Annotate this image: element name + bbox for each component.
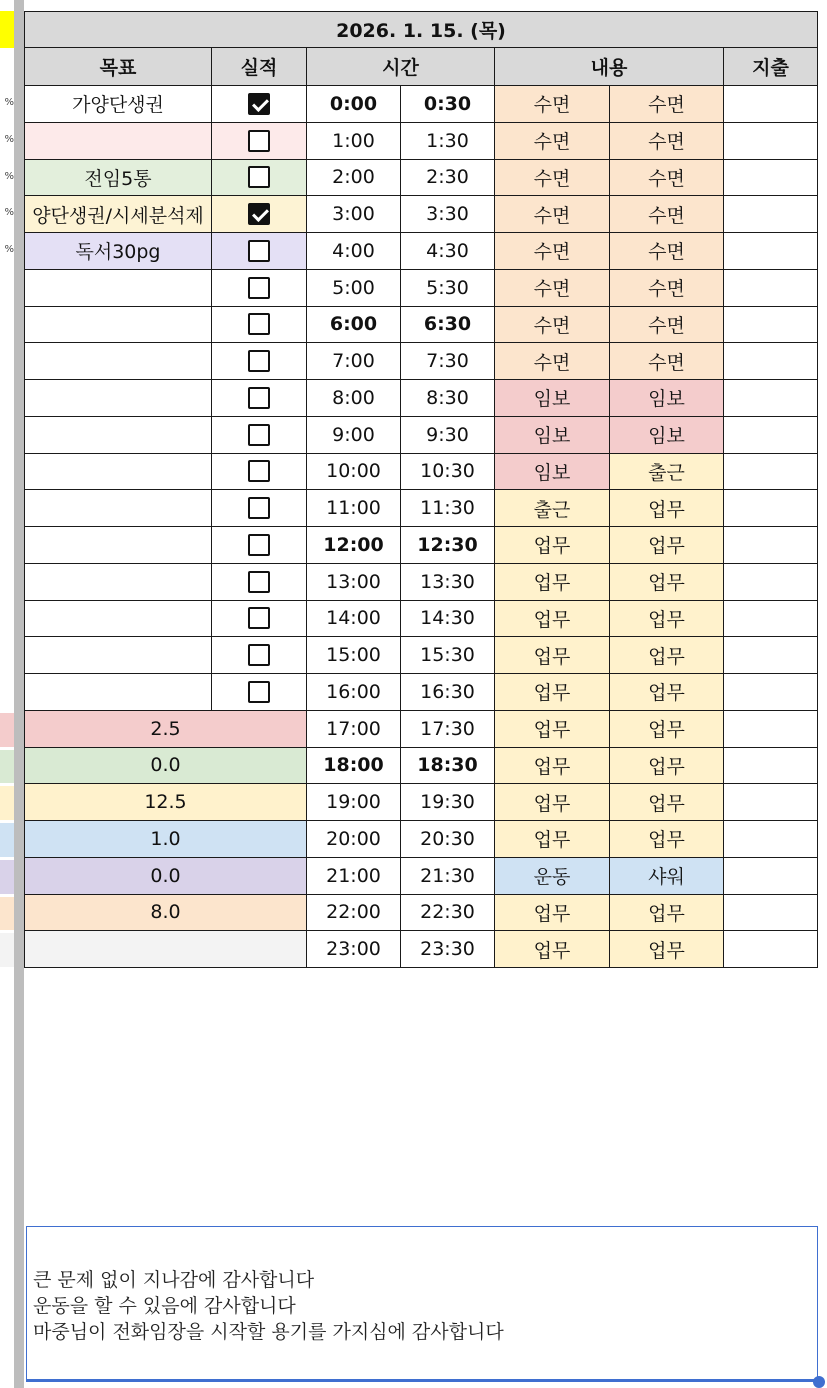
expense-cell[interactable] (724, 784, 818, 821)
time-start-cell[interactable]: 8:00 (307, 380, 401, 417)
expense-cell[interactable] (724, 490, 818, 527)
activity-cell[interactable]: 수면 (495, 86, 610, 123)
freeze-pane-divider[interactable] (14, 0, 24, 1388)
left-column-cell[interactable] (0, 713, 14, 747)
time-start-cell[interactable]: 6:00 (307, 307, 401, 344)
checkbox[interactable] (248, 313, 270, 335)
activity-cell[interactable]: 업무 (610, 748, 724, 785)
time-half-cell[interactable]: 16:30 (401, 674, 495, 711)
time-half-cell[interactable]: 2:30 (401, 160, 495, 197)
goal-cell[interactable] (24, 380, 212, 417)
activity-cell[interactable]: 업무 (610, 564, 724, 601)
time-start-cell[interactable]: 20:00 (307, 821, 401, 858)
activity-cell[interactable]: 업무 (610, 784, 724, 821)
time-half-cell[interactable]: 5:30 (401, 270, 495, 307)
activity-cell[interactable]: 수면 (610, 196, 724, 233)
time-half-cell[interactable]: 20:30 (401, 821, 495, 858)
activity-cell[interactable]: 업무 (495, 748, 610, 785)
left-column-cell[interactable]: % (4, 207, 14, 219)
activity-cell[interactable]: 수면 (610, 233, 724, 270)
activity-cell[interactable]: 업무 (610, 711, 724, 748)
activity-cell[interactable]: 업무 (495, 895, 610, 932)
activity-cell[interactable]: 임보 (610, 380, 724, 417)
left-column-cell[interactable]: % (4, 133, 14, 145)
activity-cell[interactable]: 수면 (610, 270, 724, 307)
time-start-cell[interactable]: 3:00 (307, 196, 401, 233)
time-half-cell[interactable]: 18:30 (401, 748, 495, 785)
activity-cell[interactable]: 업무 (610, 601, 724, 638)
left-column-cell[interactable]: % (4, 170, 14, 182)
goal-cell[interactable] (24, 307, 212, 344)
expense-cell[interactable] (724, 196, 818, 233)
done-cell[interactable] (212, 343, 307, 380)
activity-cell[interactable]: 업무 (495, 564, 610, 601)
activity-cell[interactable]: 수면 (495, 233, 610, 270)
activity-cell[interactable]: 업무 (610, 674, 724, 711)
goal-cell[interactable] (24, 417, 212, 454)
checkbox[interactable] (248, 644, 270, 666)
activity-cell[interactable]: 운동 (495, 858, 610, 895)
memo-line: 마중님이 전화임장을 시작할 용기를 가지심에 감사합니다 (33, 1321, 504, 1343)
daily-schedule-grid (24, 0, 827, 1388)
activity-cell[interactable]: 업무 (495, 821, 610, 858)
expense-cell[interactable] (724, 858, 818, 895)
done-cell[interactable] (212, 601, 307, 638)
activity-cell[interactable]: 업무 (495, 674, 610, 711)
goal-cell[interactable] (24, 674, 212, 711)
time-start-cell[interactable]: 23:00 (307, 931, 401, 968)
expense-cell[interactable] (724, 417, 818, 454)
checkbox[interactable] (248, 130, 270, 152)
activity-cell[interactable]: 업무 (495, 637, 610, 674)
expense-cell[interactable] (724, 380, 818, 417)
activity-cell[interactable]: 수면 (610, 307, 724, 344)
done-cell[interactable] (212, 637, 307, 674)
summary-cell[interactable]: 2.5 (24, 711, 307, 748)
time-half-cell[interactable]: 0:30 (401, 86, 495, 123)
goal-cell[interactable] (24, 564, 212, 601)
summary-cell[interactable]: 1.0 (24, 821, 307, 858)
left-column-cell[interactable] (0, 897, 14, 931)
time-start-cell[interactable]: 14:00 (307, 601, 401, 638)
summary-cell[interactable]: 0.0 (24, 748, 307, 785)
goal-cell[interactable] (24, 490, 212, 527)
checkbox[interactable] (248, 681, 270, 703)
time-start-cell[interactable]: 5:00 (307, 270, 401, 307)
goal-cell[interactable]: 가양단생권 (24, 86, 212, 123)
time-half-cell[interactable]: 8:30 (401, 380, 495, 417)
activity-cell[interactable]: 임보 (495, 380, 610, 417)
time-half-cell[interactable]: 15:30 (401, 637, 495, 674)
summary-cell[interactable]: 0.0 (24, 858, 307, 895)
done-header[interactable]: 실적 (212, 48, 307, 86)
time-half-cell[interactable]: 3:30 (401, 196, 495, 233)
checkbox[interactable] (248, 534, 270, 556)
goal-cell[interactable] (24, 123, 212, 160)
goal-cell[interactable]: 전임5통 (24, 160, 212, 197)
expense-header[interactable]: 지출 (724, 48, 818, 86)
time-start-cell[interactable]: 12:00 (307, 527, 401, 564)
activity-cell[interactable]: 수면 (495, 307, 610, 344)
summary-cell[interactable]: 12.5 (24, 784, 307, 821)
time-half-cell[interactable]: 7:30 (401, 343, 495, 380)
left-column-cell[interactable] (0, 750, 14, 784)
left-column-cell[interactable]: % (4, 97, 14, 108)
time-half-cell[interactable]: 6:30 (401, 307, 495, 344)
time-half-cell[interactable]: 13:30 (401, 564, 495, 601)
expense-cell[interactable] (724, 564, 818, 601)
done-cell[interactable] (212, 307, 307, 344)
activity-cell[interactable]: 수면 (495, 270, 610, 307)
time-start-cell[interactable]: 19:00 (307, 784, 401, 821)
time-start-cell[interactable]: 18:00 (307, 748, 401, 785)
activity-cell[interactable]: 수면 (610, 123, 724, 160)
done-cell[interactable] (212, 196, 307, 233)
checkbox[interactable] (248, 277, 270, 299)
memo-line: 운동을 할 수 있음에 감사합니다 (33, 1295, 296, 1317)
activity-cell[interactable]: 수면 (610, 86, 724, 123)
time-half-cell[interactable]: 19:30 (401, 784, 495, 821)
time-start-cell[interactable]: 16:00 (307, 674, 401, 711)
goal-cell[interactable]: 양단생권/시세분석제 (24, 196, 212, 233)
done-cell[interactable] (212, 380, 307, 417)
checkbox[interactable] (248, 460, 270, 482)
activity-cell[interactable]: 업무 (610, 821, 724, 858)
expense-cell[interactable] (724, 931, 818, 968)
time-start-cell[interactable]: 11:00 (307, 490, 401, 527)
checkbox[interactable] (248, 607, 270, 629)
time-half-cell[interactable]: 11:30 (401, 490, 495, 527)
checkbox[interactable] (248, 387, 270, 409)
done-cell[interactable] (212, 160, 307, 197)
activity-cell[interactable]: 수면 (495, 196, 610, 233)
expense-cell[interactable] (724, 711, 818, 748)
left-column-cell[interactable] (0, 823, 14, 857)
activity-cell[interactable]: 출근 (495, 490, 610, 527)
goal-cell[interactable] (24, 527, 212, 564)
expense-cell[interactable] (724, 601, 818, 638)
activity-cell[interactable]: 업무 (610, 895, 724, 932)
left-column-cell[interactable] (0, 933, 14, 967)
done-cell[interactable] (212, 564, 307, 601)
goal-cell[interactable] (24, 270, 212, 307)
time-half-cell[interactable]: 4:30 (401, 233, 495, 270)
time-start-cell[interactable]: 13:00 (307, 564, 401, 601)
goal-cell[interactable] (24, 637, 212, 674)
time-header[interactable]: 시간 (307, 48, 495, 86)
activity-cell[interactable]: 업무 (495, 711, 610, 748)
activity-cell[interactable]: 수면 (495, 123, 610, 160)
done-cell[interactable] (212, 123, 307, 160)
done-cell[interactable] (212, 490, 307, 527)
left-column-cell[interactable] (0, 11, 14, 48)
activity-cell[interactable]: 업무 (495, 527, 610, 564)
activity-cell[interactable]: 샤워 (610, 858, 724, 895)
done-cell[interactable] (212, 270, 307, 307)
activity-cell[interactable]: 수면 (495, 160, 610, 197)
time-half-cell[interactable]: 12:30 (401, 527, 495, 564)
expense-cell[interactable] (724, 233, 818, 270)
memo-line: 큰 문제 없이 지나감에 감사합니다 (33, 1269, 315, 1291)
activity-cell[interactable]: 수면 (495, 343, 610, 380)
summary-cell[interactable]: 8.0 (24, 895, 307, 932)
left-column-cell[interactable] (0, 786, 14, 820)
content-header[interactable]: 내용 (495, 48, 724, 86)
expense-cell[interactable] (724, 454, 818, 491)
activity-cell[interactable]: 업무 (495, 931, 610, 968)
time-start-cell[interactable]: 4:00 (307, 233, 401, 270)
date-header[interactable]: 2026. 1. 15. (목) (24, 11, 818, 48)
goal-cell[interactable] (24, 454, 212, 491)
left-column-cell[interactable] (0, 860, 14, 894)
expense-cell[interactable] (724, 160, 818, 197)
checkbox[interactable] (248, 424, 270, 446)
expense-cell[interactable] (724, 895, 818, 932)
checkbox[interactable] (248, 240, 270, 262)
checkbox[interactable] (248, 93, 270, 115)
time-half-cell[interactable]: 10:30 (401, 454, 495, 491)
done-cell[interactable] (212, 233, 307, 270)
expense-cell[interactable] (724, 748, 818, 785)
goal-cell[interactable] (24, 601, 212, 638)
goal-header[interactable]: 목표 (24, 48, 212, 86)
time-half-cell[interactable]: 9:30 (401, 417, 495, 454)
checkbox[interactable] (248, 166, 270, 188)
activity-cell[interactable]: 임보 (610, 417, 724, 454)
time-start-cell[interactable]: 7:00 (307, 343, 401, 380)
summary-cell[interactable] (24, 931, 307, 968)
time-start-cell[interactable]: 1:00 (307, 123, 401, 160)
done-cell[interactable] (212, 86, 307, 123)
time-start-cell[interactable]: 9:00 (307, 417, 401, 454)
activity-cell[interactable]: 임보 (495, 454, 610, 491)
activity-cell[interactable]: 업무 (610, 490, 724, 527)
activity-cell[interactable]: 업무 (495, 601, 610, 638)
checkbox[interactable] (248, 350, 270, 372)
checkbox[interactable] (248, 203, 270, 225)
expense-cell[interactable] (724, 307, 818, 344)
time-half-cell[interactable]: 17:30 (401, 711, 495, 748)
time-half-cell[interactable]: 23:30 (401, 931, 495, 968)
expense-cell[interactable] (724, 343, 818, 380)
time-half-cell[interactable]: 1:30 (401, 123, 495, 160)
activity-cell[interactable]: 수면 (610, 160, 724, 197)
time-start-cell[interactable]: 0:00 (307, 86, 401, 123)
done-cell[interactable] (212, 527, 307, 564)
left-column-strip (0, 0, 14, 1388)
goal-cell[interactable]: 독서30pg (24, 233, 212, 270)
expense-cell[interactable] (724, 821, 818, 858)
left-column-cell[interactable] (0, 48, 14, 85)
left-column-cell[interactable]: % (4, 244, 14, 255)
time-start-cell[interactable]: 22:00 (307, 895, 401, 932)
expense-cell[interactable] (724, 674, 818, 711)
goal-cell[interactable] (24, 343, 212, 380)
checkbox[interactable] (248, 497, 270, 519)
time-start-cell[interactable]: 10:00 (307, 454, 401, 491)
time-start-cell[interactable]: 15:00 (307, 637, 401, 674)
activity-cell[interactable]: 업무 (495, 784, 610, 821)
expense-cell[interactable] (724, 123, 818, 160)
gratitude-memo[interactable] (26, 1226, 818, 1382)
resize-handle[interactable] (813, 1376, 825, 1388)
done-cell[interactable] (212, 454, 307, 491)
expense-cell[interactable] (724, 527, 818, 564)
activity-cell[interactable]: 업무 (610, 931, 724, 968)
time-half-cell[interactable]: 21:30 (401, 858, 495, 895)
activity-cell[interactable]: 업무 (610, 527, 724, 564)
done-cell[interactable] (212, 674, 307, 711)
expense-cell[interactable] (724, 270, 818, 307)
expense-cell[interactable] (724, 637, 818, 674)
activity-cell[interactable]: 업무 (610, 637, 724, 674)
activity-cell[interactable]: 수면 (610, 343, 724, 380)
time-start-cell[interactable]: 2:00 (307, 160, 401, 197)
time-half-cell[interactable]: 14:30 (401, 601, 495, 638)
activity-cell[interactable]: 출근 (610, 454, 724, 491)
activity-cell[interactable]: 임보 (495, 417, 610, 454)
time-start-cell[interactable]: 17:00 (307, 711, 401, 748)
time-half-cell[interactable]: 22:30 (401, 895, 495, 932)
expense-cell[interactable] (724, 86, 818, 123)
checkbox[interactable] (248, 571, 270, 593)
time-start-cell[interactable]: 21:00 (307, 858, 401, 895)
done-cell[interactable] (212, 417, 307, 454)
